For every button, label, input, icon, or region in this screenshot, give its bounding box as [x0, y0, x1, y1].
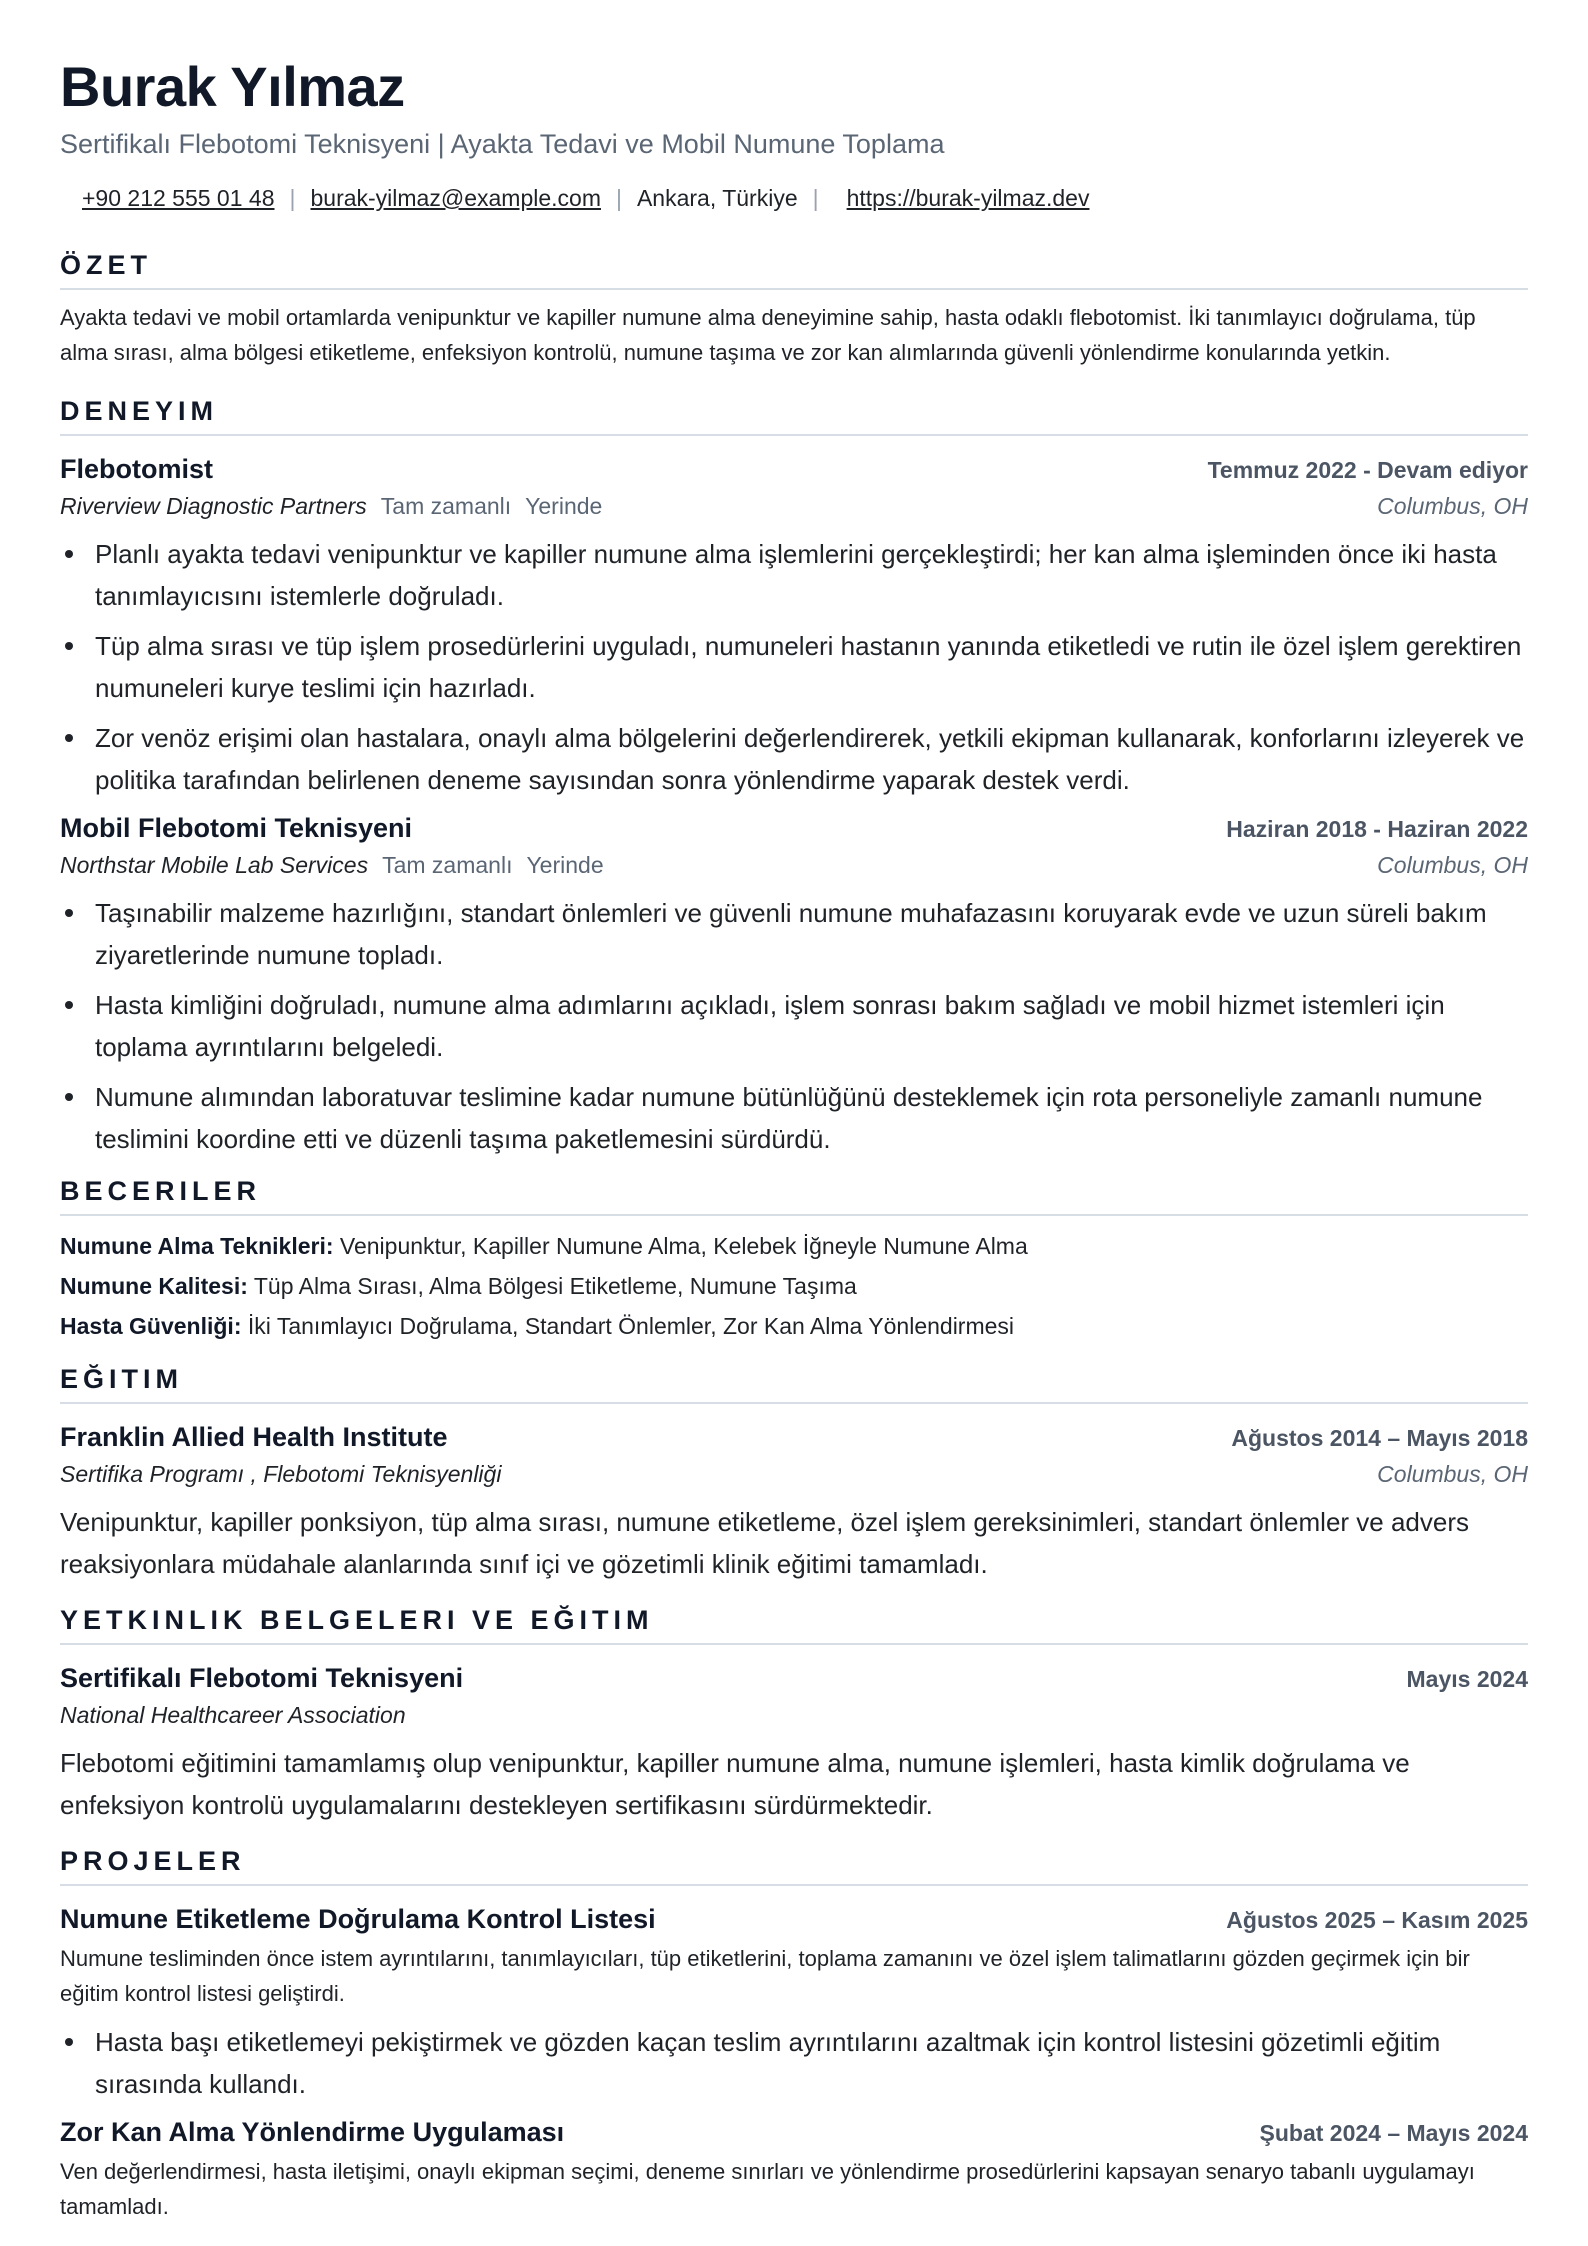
bullet-item: Tüp alma sırası ve tüp işlem prosedürlerini uyguladı, numuneleri hastanın yanında etiketledi ve rutin ile özel işlem gerektiren numuneleri kurye teslimi için hazırladı. [95, 625, 1528, 709]
skills-list [60, 1226, 1528, 1346]
work-mode: Yerinde [525, 493, 603, 519]
section-title-certifications: YETKINLIK BELGELERI VE EĞITIM [60, 1603, 1528, 1645]
contact-separator: | [289, 185, 296, 211]
project-entry [60, 1900, 1528, 2105]
section-title-projects: PROJELER [60, 1844, 1528, 1886]
program-name: Sertifika Programı , Flebotomi Teknisyenliği [60, 1461, 502, 1487]
education-date: Ağustos 2014 – Mayıs 2018 [1231, 1425, 1528, 1451]
email-link[interactable]: burak-yilmaz@example.com [310, 185, 601, 211]
education-section [60, 1362, 1528, 1585]
section-title-experience: DENEYIM [60, 394, 1528, 436]
job-bullets [60, 892, 1528, 1160]
job-location: Columbus, OH [1377, 852, 1528, 878]
skill-label: Hasta Güvenliği: [60, 1313, 242, 1339]
company-name: Riverview Diagnostic Partners [60, 493, 367, 519]
project-description: Numune tesliminden önce istem ayrıntılarını, tanımlayıcıları, tüp etiketlerini, toplama zamanını ve özel işlem talimatlarını gözden geçirmek için bir eğitim kontrol listesi geliştirdi. [60, 1946, 1470, 2006]
headline: Sertifikalı Flebotomi Teknisyeni | Ayakta Tedavi ve Mobil Numune Toplama [60, 129, 945, 159]
candidate-name: Burak Yılmaz [60, 55, 405, 118]
skill-value: İki Tanımlayıcı Doğrulama, Standart Önlemler, Zor Kan Alma Yönlendirmesi [247, 1313, 1015, 1339]
location-text: Ankara, Türkiye [636, 185, 798, 211]
skill-value: Tüp Alma Sırası, Alma Bölgesi Etiketleme, Numune Taşıma [253, 1273, 857, 1299]
school-name: Franklin Allied Health Institute [60, 1422, 448, 1452]
bullet-item: Taşınabilir malzeme hazırlığını, standart önlemleri ve güvenli numune muhafazasını koruyarak evde ve uzun süreli bakım ziyaretlerinde numune topladı. [95, 892, 1528, 976]
website-link[interactable]: https://burak-yilmaz.dev [846, 185, 1090, 211]
contact-separator: | [615, 185, 622, 211]
project-date: Şubat 2024 – Mayıs 2024 [1259, 2120, 1528, 2146]
employment-type: Tam zamanlı [380, 493, 512, 519]
summary-text: Ayakta tedavi ve mobil ortamlarda venipunktur ve kapiller numune alma deneyimine sahip, hasta odaklı flebotomist. İki tanımlayıcı doğrulama, tüp alma sırası, alma bölgesi etiketleme, enfeksiyon kontrolü, numune taşıma ve zor kan alımlarında güvenli yönlendirme konularında yetkin. [60, 305, 1476, 365]
section-title-summary: ÖZET [60, 248, 1528, 290]
phone-link[interactable]: +90 212 555 01 48 [82, 185, 275, 211]
project-name: Numune Etiketleme Doğrulama Kontrol Listesi [60, 1904, 656, 1934]
experience-entry [60, 450, 1528, 801]
job-date: Haziran 2018 - Haziran 2022 [1226, 816, 1528, 842]
job-title: Flebotomist [60, 454, 213, 484]
bullet-item: Zor venöz erişimi olan hastalara, onaylı alma bölgelerini değerlendirerek, yetkili ekipman kullanarak, konforlarını izleyerek ve politika tarafından belirlenen deneme sayısından sonra yönlendirme yaparak destek verdi. [95, 717, 1528, 801]
projects-section [60, 1844, 1528, 2224]
education-location: Columbus, OH [1377, 1461, 1528, 1487]
company-name: Northstar Mobile Lab Services [60, 852, 369, 878]
experience-entry [60, 809, 1528, 1160]
project-bullets [60, 2021, 1528, 2105]
certification-issuer: National Healthcareer Association [60, 1702, 406, 1728]
certifications-section [60, 1603, 1528, 1826]
bullet-item: Hasta başı etiketlemeyi pekiştirmek ve gözden kaçan teslim ayrıntılarını azaltmak için kontrol listesini gözetimli eğitim sırasında kullandı. [95, 2021, 1528, 2105]
bullet-item: Planlı ayakta tedavi venipunktur ve kapiller numune alma işlemlerini gerçekleştirdi; her kan alma işleminden önce iki hasta tanımlayıcısını istemlerle doğruladı. [95, 533, 1528, 617]
employment-type: Tam zamanlı [382, 852, 513, 878]
job-location: Columbus, OH [1377, 493, 1528, 519]
project-date: Ağustos 2025 – Kasım 2025 [1226, 1907, 1528, 1933]
section-title-skills: BECERILER [60, 1174, 1528, 1216]
skill-row [60, 1306, 1528, 1346]
skill-label: Numune Alma Teknikleri: [60, 1233, 334, 1259]
contact-separator: | [812, 185, 819, 211]
job-bullets [60, 533, 1528, 801]
job-date: Temmuz 2022 - Devam ediyor [1207, 457, 1528, 483]
skill-row [60, 1266, 1528, 1306]
certification-name: Sertifikalı Flebotomi Teknisyeni [60, 1663, 464, 1693]
education-description: Venipunktur, kapiller ponksiyon, tüp alma sırası, numune etiketleme, özel işlem gereksinimleri, standart önlemler ve advers reaksiyonlara müdahale alanlarında sınıf içi ve gözetimli klinik eğitimi tamamladı. [60, 1507, 1470, 1579]
experience-section [60, 394, 1528, 1160]
certification-entry [60, 1659, 1528, 1826]
certification-date: Mayıs 2024 [1406, 1666, 1528, 1692]
contact-bar [82, 182, 1528, 214]
bullet-item: Numune alımından laboratuvar teslimine kadar numune bütünlüğünü desteklemek için rota personeliyle zamanlı numune teslimini koordine etti ve düzenli taşıma paketlemesini sürdürdü. [95, 1076, 1528, 1160]
bullet-item: Hasta kimliğini doğruladı, numune alma adımlarını açıkladı, işlem sonrası bakım sağladı ve mobil hizmet istemleri için toplama ayrıntılarını belgeledi. [95, 984, 1528, 1068]
education-entry [60, 1418, 1528, 1585]
summary-section [60, 248, 1528, 370]
skill-label: Numune Kalitesi: [60, 1273, 248, 1299]
project-description: Ven değerlendirmesi, hasta iletişimi, onaylı ekipman seçimi, deneme sınırları ve yönlendirme prosedürlerini kapsayan senaryo tabanlı uygulamayı tamamladı. [60, 2159, 1475, 2219]
skill-value: Venipunktur, Kapiller Numune Alma, Kelebek İğneyle Numune Alma [339, 1233, 1028, 1259]
project-entry [60, 2113, 1528, 2224]
job-title: Mobil Flebotomi Teknisyeni [60, 813, 413, 843]
section-title-education: EĞITIM [60, 1362, 1528, 1404]
certification-description: Flebotomi eğitimini tamamlamış olup venipunktur, kapiller numune alma, numune işlemleri, hasta kimlik doğrulama ve enfeksiyon kontrolü uygulamalarını destekleyen sertifikasını sürdürmektedir. [60, 1748, 1410, 1820]
skill-row [60, 1226, 1528, 1266]
skills-section [60, 1174, 1528, 1346]
work-mode: Yerinde [526, 852, 604, 878]
project-name: Zor Kan Alma Yönlendirme Uygulaması [60, 2117, 565, 2147]
